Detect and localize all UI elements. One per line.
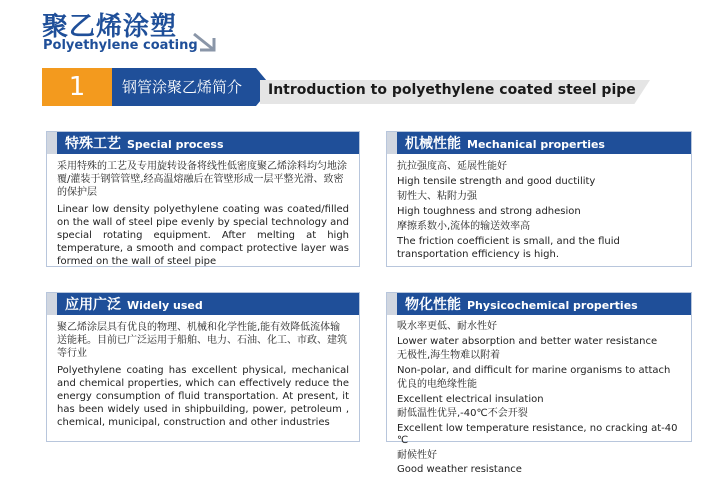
card-text-cn: 采用特殊的工艺及专用旋转设备将线性低密度聚乙烯涂料均匀地涂覆/灌装于钢管管壁,经高温熔融后在管壁形成一层平整光滑、致密的保护层 bbox=[57, 161, 347, 198]
list-item: 吸水率更低、耐水性好 bbox=[397, 321, 497, 332]
section-banner bbox=[42, 68, 642, 106]
arrow-down-right-icon bbox=[190, 30, 220, 56]
list-item: 抗拉强度高、延展性能好 bbox=[397, 161, 507, 172]
list-item: Excellent electrical insulation bbox=[397, 393, 544, 405]
page-title-en: Polyethylene coating bbox=[43, 38, 198, 53]
card-title bbox=[65, 132, 224, 154]
list-item: 韧性大、粘附力强 bbox=[397, 191, 477, 202]
card-title bbox=[405, 293, 638, 315]
list-item: Lower water absorption and better water resistance bbox=[397, 335, 658, 347]
card-text-en: Polyethylene coating has excellent physical, mechanical and chemical properties, which can effectively reduce the energy consumption of fluid transportation. At present, it has been widely used in shipbuilding, power, petroleum , chemical, municipal, construction and other industries bbox=[57, 365, 349, 428]
card-body bbox=[57, 321, 349, 433]
list-item: 摩擦系数小,流体的输送效率高 bbox=[397, 221, 531, 232]
card-title bbox=[405, 132, 605, 154]
list-item: 无极性,海生物难以附着 bbox=[397, 350, 501, 361]
list-item: Excellent low temperature resistance, no cracking at-40 ℃ bbox=[397, 422, 678, 446]
list-item: High tensile strength and good ductility bbox=[397, 176, 596, 187]
special-process-card bbox=[46, 131, 360, 267]
card-header bbox=[47, 293, 359, 315]
list-item: Non-polar, and difficult for marine organisms to attach bbox=[397, 364, 671, 376]
page-title-cn: 聚乙烯涂塑 bbox=[42, 12, 178, 42]
card-title-en: Widely used bbox=[127, 299, 203, 312]
card-body bbox=[397, 160, 681, 263]
card-title-cn: 特殊工艺 bbox=[65, 136, 121, 152]
list-item: 耐候性好 bbox=[397, 449, 437, 461]
section-title-en: Introduction to polyethylene coated steel pipe bbox=[268, 82, 636, 98]
list-item: High toughness and strong adhesion bbox=[397, 206, 581, 217]
card-header bbox=[47, 132, 359, 154]
list-item: Good weather resistance bbox=[397, 464, 522, 475]
list-item: 优良的电绝缘性能 bbox=[397, 379, 477, 390]
card-title-cn: 物化性能 bbox=[405, 297, 461, 313]
list-item: 耐低温性优异,-40℃不会开裂 bbox=[397, 408, 528, 419]
card-title-cn: 应用广泛 bbox=[65, 297, 121, 313]
widely-used-card bbox=[46, 292, 360, 442]
card-title-en: Mechanical properties bbox=[467, 138, 605, 151]
list-item: The friction coefficient is small, and the fluid transportation efficiency is high. bbox=[397, 236, 620, 260]
physicochemical-properties-card bbox=[386, 292, 692, 475]
card-header bbox=[387, 132, 691, 154]
card-text-en: Linear low density polyethylene coating was coated/filled on the wall of steel pipe evenly by special technology and special rotating equipment. After melting at high temperature, a smooth and compact protective layer was formed on the wall of steel pipe bbox=[57, 204, 349, 267]
card-title-cn: 机械性能 bbox=[405, 136, 461, 152]
card-body bbox=[57, 160, 349, 272]
section-number: 1 bbox=[42, 68, 112, 106]
section-title-cn: 钢管涂聚乙烯简介 bbox=[122, 78, 243, 96]
card-title-en: Special process bbox=[127, 138, 224, 151]
card-title bbox=[65, 293, 203, 315]
card-body bbox=[397, 321, 681, 479]
card-title-en: Physicochemical properties bbox=[467, 299, 638, 312]
mechanical-properties-card bbox=[386, 131, 692, 267]
card-header bbox=[387, 293, 691, 315]
card-text-cn: 聚乙烯涂层具有优良的物理、机械和化学性能,能有效降低流体输送能耗。目前已广泛运用于船舶、电力、石油、化工、市政、建筑等行业 bbox=[57, 322, 347, 359]
